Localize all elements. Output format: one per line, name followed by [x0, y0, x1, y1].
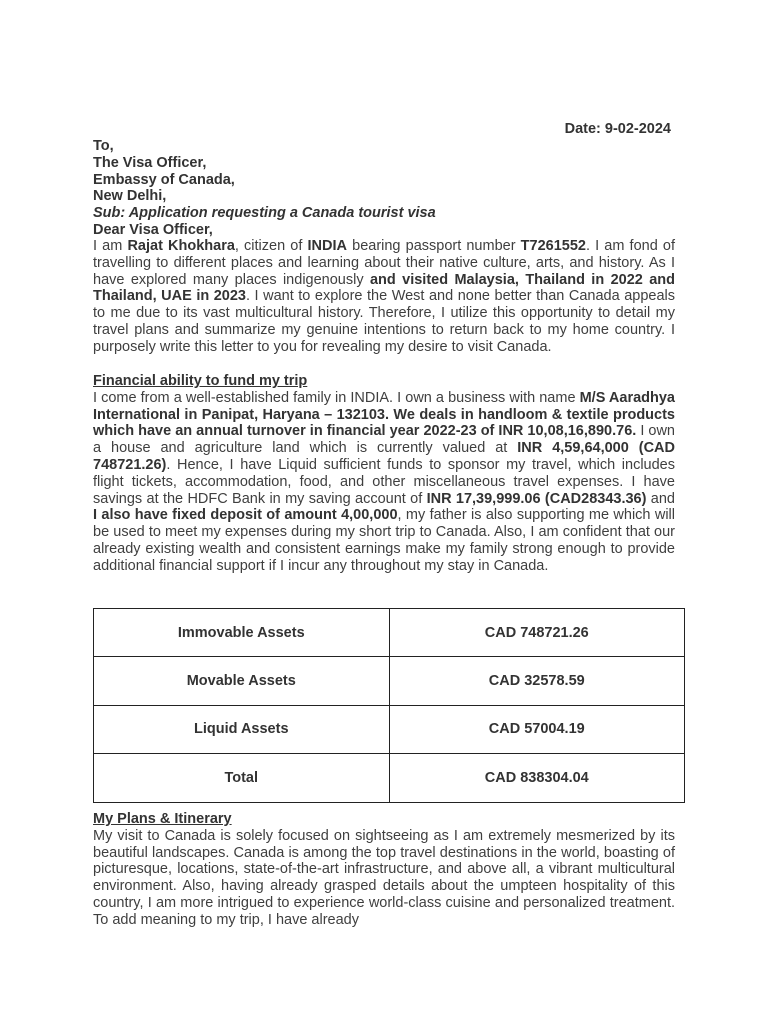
table-row — [94, 609, 685, 657]
financial-heading: Financial ability to fund my trip — [93, 373, 308, 389]
assets-table — [93, 608, 685, 803]
salutation: Dear Visa Officer, — [93, 221, 213, 238]
land-value: INR 4,59,64,000 (CAD 748721.26) — [93, 440, 675, 473]
fixed-deposit: I also have fixed deposit of amount 4,00,000 — [93, 507, 398, 524]
visited-countries: and visited Malaysia, Thailand in 2022 and Thailand, UAE in 2023 — [93, 271, 675, 305]
intro-paragraph — [93, 238, 675, 356]
plans-paragraph: My visit to Canada is solely focused on sightseeing as I am extremely mesmerized by its beautiful landscapes. Canada is among the top travel destinations in the world, boasting of picturesque, locations, state-of-the-art infrastructure, and above all, a vibrant multicultural environment. Also, having already grasped details about the umpteen hospitality of this country, I am more intrigued to experience world-class cuisine and personalized treatment. To add meaning to my trip, I have already — [93, 827, 675, 928]
asset-value: CAD 838304.04 — [389, 754, 685, 802]
asset-label: Liquid Assets — [94, 705, 390, 753]
asset-label: Movable Assets — [94, 657, 390, 705]
plans-heading: My Plans & Itinerary — [93, 811, 232, 827]
table-row — [94, 657, 685, 705]
financial-text-3: . Hence, I have Liquid sufficient funds to sponsor my travel, which includes flight tickets, accommodation, food, and other miscellaneous travel expenses. I have savings at the HDFC Bank in my saving account of — [93, 456, 675, 507]
financial-text-1: I come from a well-established family in INDIA. I own a business with name — [93, 389, 580, 406]
intro-text-3: bearing passport number — [347, 238, 521, 254]
asset-value: CAD 32578.59 — [389, 657, 685, 705]
address-to: To, — [93, 138, 114, 154]
financial-text-2: I own a house and agriculture land which is currently valued at — [93, 423, 676, 457]
business-details: M/S Aaradhya International in Panipat, Haryana – 132103. We deals in handloom & textile products which have an annual turnover in financial year 2022-23 of INR 10,08,16,890.76. — [93, 389, 675, 440]
financial-text-5: , my father is also supporting me which will be used to meet my expenses during my short trip to Canada. Also, I am confident that our already existing wealth and consistent earnings make my family strong enough to provide additional financial support if I incur any throughout my stay in Canada. — [93, 507, 675, 574]
letter-date: Date: 9-02-2024 — [564, 121, 671, 137]
asset-value: CAD 57004.19 — [389, 705, 685, 753]
applicant-name: Rajat Khokhara — [127, 238, 235, 254]
passport-number: T7261552 — [520, 238, 586, 254]
intro-text-2: , citizen of — [234, 238, 308, 254]
table-row — [94, 705, 685, 753]
asset-value: CAD 748721.26 — [389, 609, 685, 657]
intro-text-5: . I want to explore the West and none better than Canada appeals to me due to its vast multicultural history. Therefore, I utilize this opportunity to detail my travel plans and summarize my genuine intentions to return back to my home country. I purposely write this letter to you for revealing my desire to visit Canada. — [93, 288, 675, 355]
intro-paragraph-block — [93, 238, 675, 356]
citizenship: INDIA — [307, 238, 347, 254]
financial-paragraph — [93, 390, 675, 575]
plans-section — [93, 811, 675, 929]
subject-line: Sub: Application requesting a Canada tourist visa — [93, 205, 436, 222]
address-block — [93, 138, 436, 239]
address-line-3: New Delhi, — [93, 188, 167, 205]
intro-text-1: I am — [93, 238, 128, 254]
asset-label: Total — [94, 754, 390, 802]
address-line-2: Embassy of Canada, — [93, 171, 235, 188]
savings-amount: INR 17,39,999.06 (CAD28343.36) — [426, 490, 647, 507]
intro-text-4: . I am fond of travelling to different places and learning about their native culture, arts, and history. As I have explored many places indigenously — [93, 238, 675, 288]
asset-label: Immovable Assets — [94, 609, 390, 657]
table-row — [94, 754, 685, 802]
financial-section — [93, 373, 675, 575]
financial-text-4: and — [646, 490, 675, 507]
address-line-1: The Visa Officer, — [93, 154, 207, 171]
